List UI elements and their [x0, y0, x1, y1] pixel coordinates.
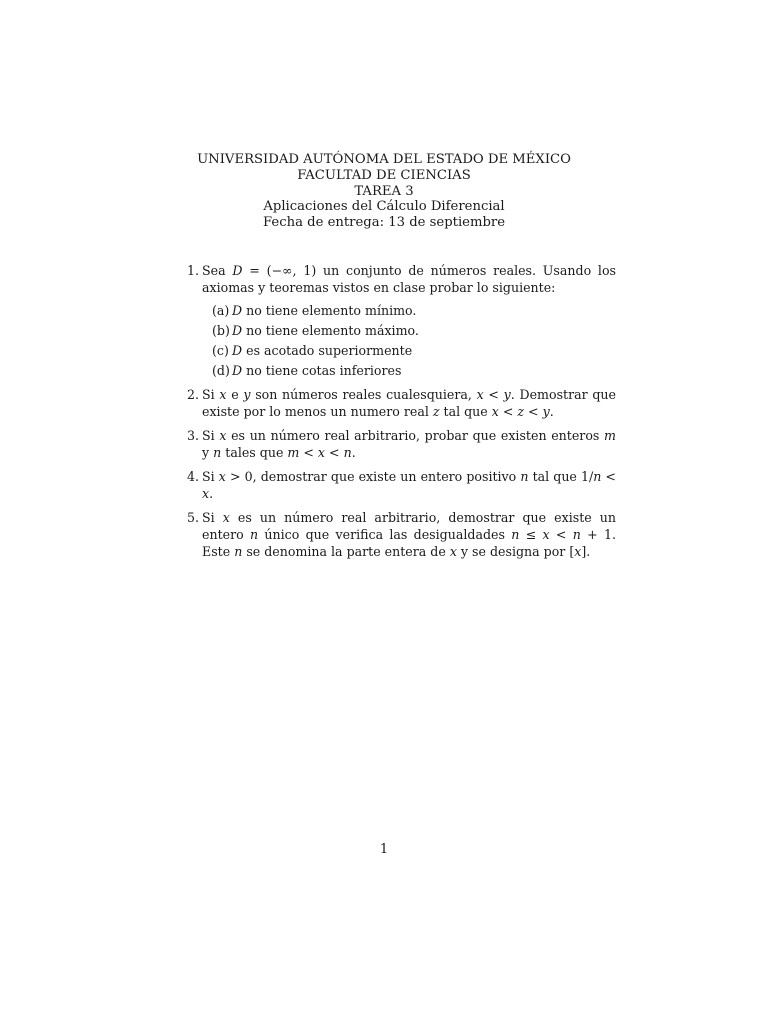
math-var: D	[232, 343, 243, 358]
math-var: D	[232, 363, 243, 378]
math-expr: x < y	[476, 387, 511, 402]
problem-4	[188, 468, 616, 502]
math-expr: m < x < n	[287, 445, 352, 460]
problem-text: Si	[202, 469, 219, 484]
problem-text: > 0, demostrar que existe un entero positivo	[225, 469, 521, 484]
math-var: m	[604, 428, 616, 443]
subitem-text: no tiene elemento mínimo.	[242, 303, 417, 318]
math-var: n	[234, 544, 243, 559]
problem-text: y se designa por [	[456, 544, 575, 559]
subitem-text: no tiene cotas inferiores	[242, 363, 402, 378]
course-name: Aplicaciones del Cálculo Diferencial	[263, 199, 505, 215]
math-var: x	[218, 469, 226, 484]
subitem-text: no tiene elemento máximo.	[242, 323, 419, 338]
university-name: UNIVERSIDAD AUTÓNOMA DEL ESTADO DE MÉXICO	[197, 152, 571, 167]
problem-list	[188, 262, 616, 567]
problem-text: son números reales cualesquiera,	[250, 387, 477, 402]
problem-text: tales que	[221, 445, 288, 460]
problem-text: Si	[202, 510, 223, 525]
problem-text: Si	[202, 428, 220, 443]
math-expr: x < z < y	[491, 404, 550, 419]
math-var: y	[243, 387, 251, 402]
due-date: Fecha de entrega: 13 de septiembre	[262, 215, 506, 231]
problem-text: .	[549, 404, 554, 419]
subitem-text: es acotado superiormente	[242, 343, 413, 358]
subitem-b	[206, 322, 616, 339]
problem-text: .	[209, 486, 214, 501]
problem-text: Si	[202, 387, 220, 402]
subitem-list	[206, 302, 616, 379]
problem-text: = (−∞, 1) un conjunto de números reales. Usando los axiomas y teoremas vistos en clase probar lo siguiente:	[202, 263, 616, 295]
problem-text: ].	[581, 544, 591, 559]
subitem-label: (b)	[212, 323, 230, 338]
document-header	[0, 152, 768, 231]
problem-text: e	[226, 387, 244, 402]
problem-3	[188, 427, 616, 461]
faculty-name: FACULTAD DE CIENCIAS	[297, 167, 471, 183]
math-var: x	[219, 428, 227, 443]
math-expr: n < x	[202, 469, 616, 501]
subitem-label: (d)	[212, 363, 230, 378]
problem-1	[188, 262, 616, 379]
math-var: z	[432, 404, 440, 419]
subitem-label: (c)	[212, 343, 229, 358]
problem-text: se denomina la parte entera de	[242, 544, 450, 559]
subitem-label: (a)	[212, 303, 230, 318]
problem-text: + 1. Este	[202, 527, 616, 559]
problem-text: tal que	[439, 404, 492, 419]
subitem-d	[206, 362, 616, 379]
math-var: D	[232, 263, 243, 278]
problem-text: .	[351, 445, 356, 460]
math-var: n	[520, 469, 529, 484]
problem-2	[188, 386, 616, 420]
problem-text: único que verifica las desigualdades	[258, 527, 512, 542]
problem-text: y	[202, 445, 214, 460]
assignment-title: TAREA 3	[354, 183, 414, 199]
problem-text: Sea	[202, 263, 233, 278]
problem-text: es un número real arbitrario, probar que existen enteros	[226, 428, 605, 443]
math-var: n	[249, 527, 259, 542]
page-number: 1	[379, 842, 389, 857]
problem-number: 3.	[187, 428, 200, 443]
problem-text: tal que 1/	[528, 469, 594, 484]
math-var: x	[574, 544, 582, 559]
subitem-c	[206, 342, 616, 359]
math-var: x	[222, 510, 230, 525]
math-var: x	[219, 387, 227, 402]
problem-5	[188, 509, 616, 560]
math-expr: n ≤ x < n	[511, 527, 581, 542]
problem-number: 1.	[187, 263, 200, 278]
subitem-a	[206, 302, 616, 319]
problem-number: 5.	[187, 510, 200, 525]
problem-text: es un número real arbitrario, demostrar que existe un entero	[202, 510, 616, 542]
math-var: D	[232, 323, 243, 338]
math-var: n	[213, 445, 222, 460]
problem-text: . Demostrar que existe por lo menos un numero real	[202, 387, 616, 419]
math-var: x	[449, 544, 457, 559]
math-var: D	[232, 303, 243, 318]
problem-number: 2.	[187, 387, 200, 402]
problem-number: 4.	[187, 469, 200, 484]
